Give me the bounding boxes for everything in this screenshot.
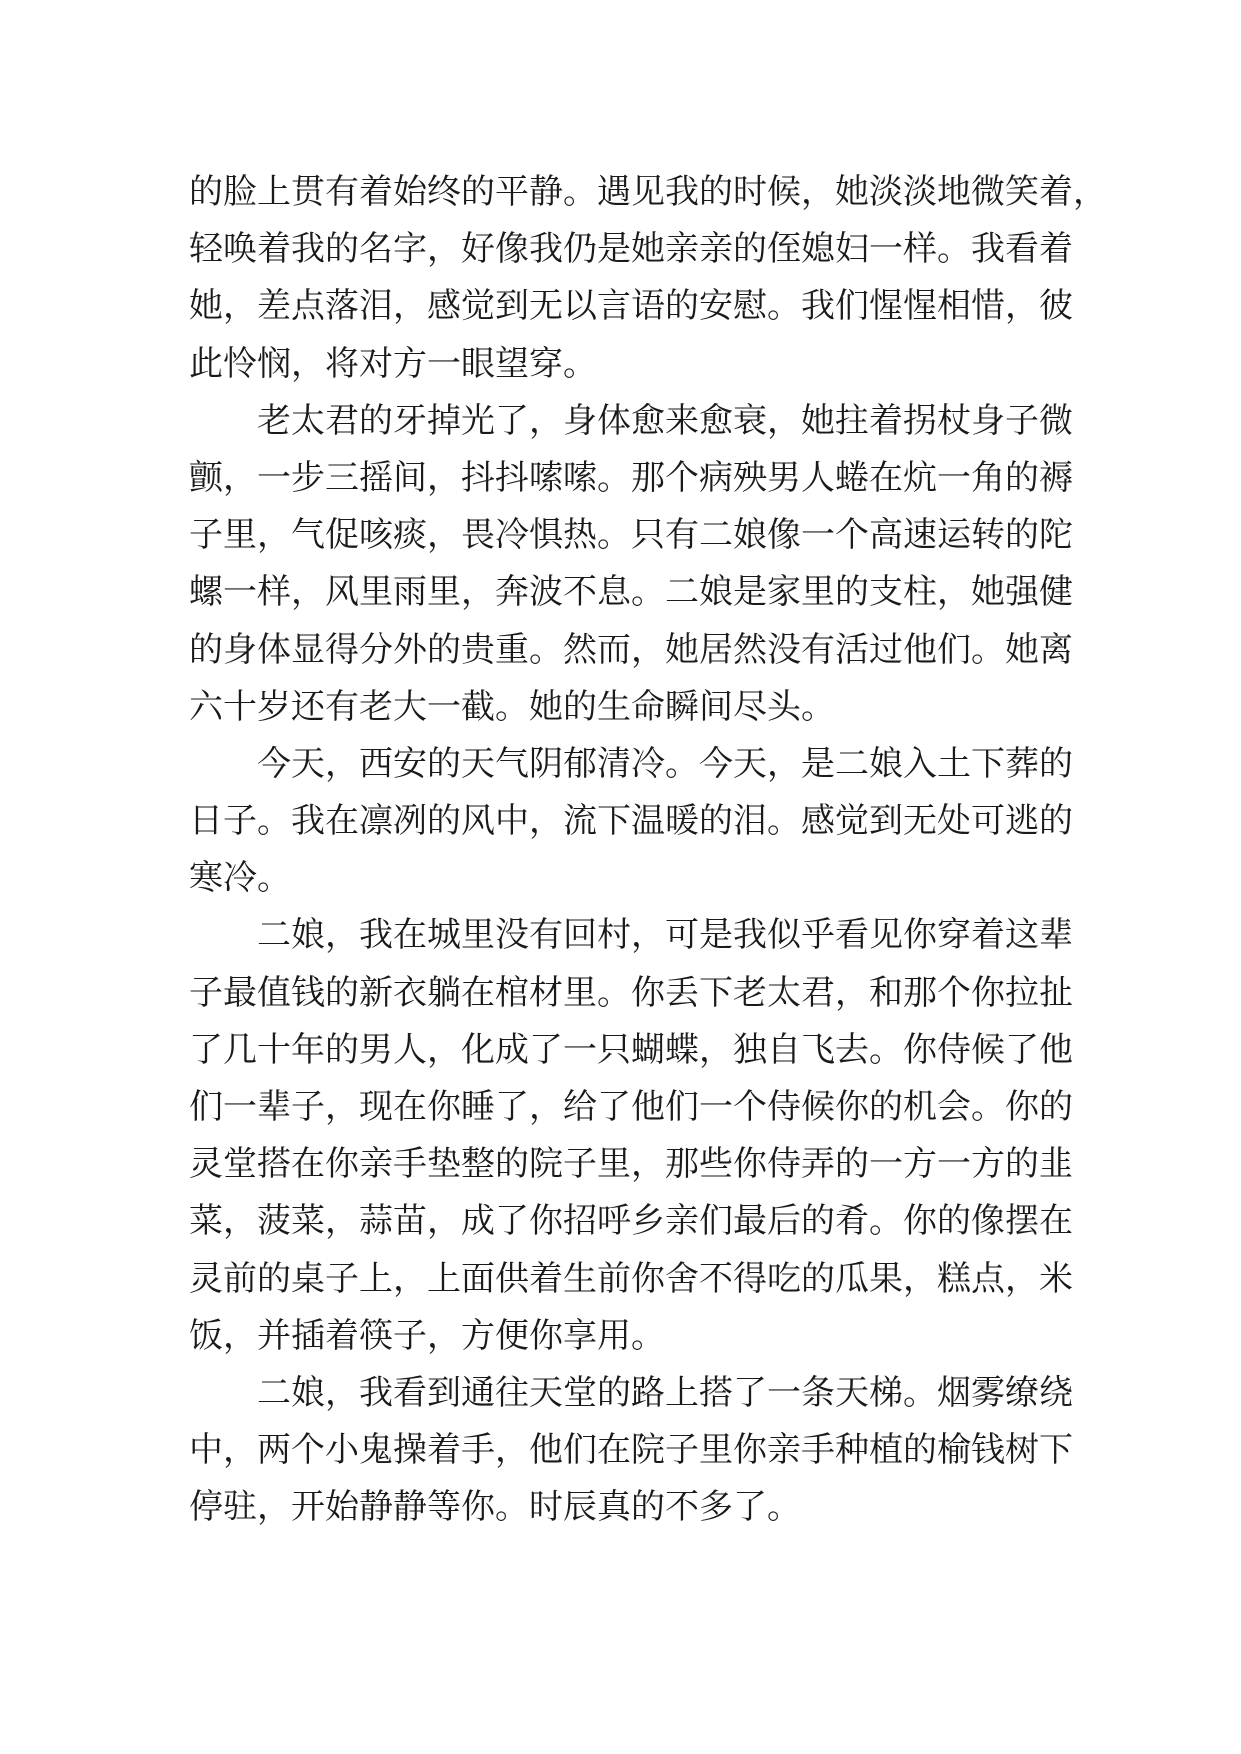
- text-line: 此怜悯，将对方一眼望穿。: [189, 343, 597, 384]
- text-line: 的脸上贯有着始终的平静。遇见我的时候，她淡淡地微笑着，: [189, 172, 1107, 212]
- text-line: 了几十年的男人，化成了一只蝴蝶，独自飞去。你侍候了他: [189, 1029, 1073, 1070]
- text-line: 今天，西安的天气阴郁清冷。今天，是二娘入土下葬的: [257, 743, 1073, 784]
- text-line: 的身体显得分外的贵重。然而，她居然没有活过他们。她离: [189, 629, 1073, 670]
- text-line: 六十岁还有老大一截。她的生命瞬间尽头。: [189, 686, 835, 727]
- paragraph-2: [189, 393, 1073, 736]
- text-line: 她，差点落泪，感觉到无以言语的安慰。我们惺惺相惜，彼: [189, 286, 1073, 327]
- text-line: 老太君的牙掉光了，身体愈来愈衰，她拄着拐杖身子微: [257, 400, 1073, 441]
- text-line: 螺一样，风里雨里，奔波不息。二娘是家里的支柱，她强健: [189, 572, 1073, 613]
- paragraph-1: [189, 164, 1107, 393]
- text-line: 二娘，我在城里没有回村，可是我似乎看见你穿着这辈: [257, 915, 1073, 956]
- body-text: [189, 164, 1107, 1537]
- text-line: 颤，一步三摇间，抖抖嗦嗦。那个病殃男人蜷在炕一角的褥: [189, 457, 1073, 498]
- paragraph-4: [189, 907, 1073, 1365]
- text-line: 饭，并插着筷子，方便你享用。: [189, 1315, 665, 1356]
- text-line: 中，两个小鬼操着手，他们在院子里你亲手种植的榆钱树下: [189, 1430, 1073, 1471]
- text-line: 寒冷。: [189, 858, 291, 899]
- text-line: 子里，气促咳痰，畏冷惧热。只有二娘像一个高速运转的陀: [189, 515, 1073, 556]
- text-line: 们一辈子，现在你睡了，给了他们一个侍候你的机会。你的: [189, 1087, 1073, 1127]
- text-line: 菜，菠菜，蒜苗，成了你招呼乡亲们最后的肴。你的像摆在: [189, 1201, 1073, 1242]
- text-line: 灵前的桌子上，上面供着生前你舍不得吃的瓜果，糕点，米: [189, 1258, 1073, 1299]
- text-line: 子最值钱的新衣躺在棺材里。你丢下老太君，和那个你拉扯: [189, 972, 1073, 1013]
- text-line: 二娘，我看到通往天堂的路上搭了一条天梯。烟雾缭绕: [257, 1372, 1073, 1413]
- text-line: 轻唤着我的名字，好像我仍是她亲亲的侄媳妇一样。我看着: [189, 229, 1073, 270]
- paragraph-3: [189, 736, 1073, 908]
- text-line: 灵堂搭在你亲手垫整的院子里，那些你侍弄的一方一方的韭: [189, 1144, 1073, 1185]
- text-line: 停驻，开始静静等你。时辰真的不多了。: [189, 1487, 801, 1528]
- text-line: 日子。我在凛冽的风中，流下温暖的泪。感觉到无处可逃的: [189, 801, 1073, 842]
- paragraph-5: [189, 1365, 1073, 1537]
